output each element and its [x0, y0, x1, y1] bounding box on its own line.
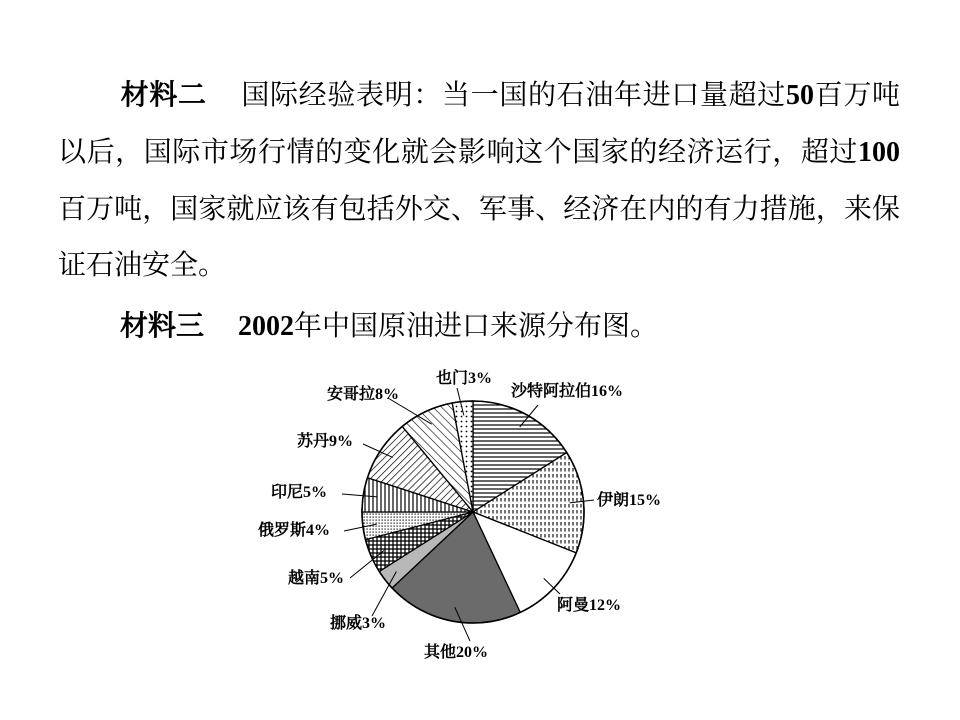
material-2-number-100: 100 [858, 137, 900, 168]
pie-slice-label: 越南5% [288, 570, 345, 587]
pie-slices [362, 401, 584, 623]
material-3-year: 2002 [238, 311, 295, 342]
pie-slice-label: 挪威3% [330, 615, 387, 632]
material-2-text-a: 国际经验表明：当一国的石油年进口量超过 [240, 78, 786, 111]
material-2-number-50: 50 [785, 80, 814, 111]
pie-slice-label: 沙特阿拉伯16% [511, 383, 624, 400]
pie-slice-label: 苏丹9% [297, 433, 354, 450]
pie-slice-label: 阿曼12% [557, 597, 622, 614]
pie-slice-label: 安哥拉8% [327, 386, 400, 403]
pie-slice-label: 其他20% [424, 644, 489, 661]
material-2-text-c: 百万吨，国家就应该有包括外交、军事、经济在内的有力措施，来保证石油安全。 [58, 192, 900, 281]
pie-slice-label: 伊朗15% [597, 492, 662, 509]
material-3-text: 年中国原油进口来源分布图。 [294, 309, 659, 342]
material-2-text-b: 百万吨以后，国际市场行情的变化就会影响这个国家的经济运行，超过 [58, 78, 900, 168]
pie-slice-label: 也门3% [436, 370, 493, 387]
pie-slice-label: 俄罗斯4% [258, 522, 331, 539]
material-3-label: 材料三 [120, 309, 205, 342]
material-2-label: 材料二 [120, 78, 207, 111]
pie-slice-label: 印尼5% [271, 484, 328, 501]
